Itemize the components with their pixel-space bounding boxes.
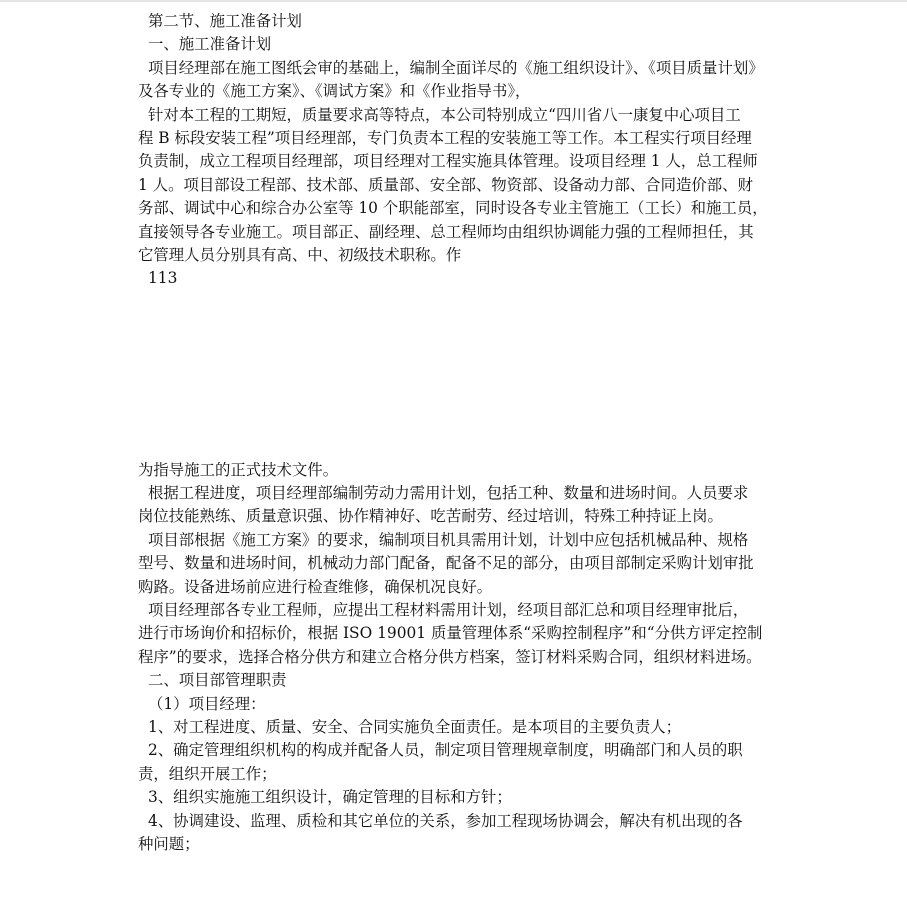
paragraph-line: 务部、调试中心和综合办公室等 10 个职能部室，同时设各专业主管施工（工长）和施工员，: [138, 199, 768, 218]
section-title: 第二节、施工准备计划: [148, 12, 302, 30]
paragraph-line: 针对本工程的工期短，质量要求高等特点，本公司特别成立“四川省八一康复中心项目工: [148, 105, 741, 124]
paragraph-line: 程序”的要求，选择合格分供方和建立合格分供方档案，签订材料采购合同，组织材料进场。: [138, 647, 762, 666]
paragraph-line: 直接领导各专业施工。项目部正、副经理、总工程师均由组织协调能力强的工程师担任，其: [138, 222, 754, 241]
paragraph-line: 型号、数量和进场时间，机械动力部门配备，配备不足的部分，由项目部制定采购计划审批: [138, 554, 754, 573]
paragraph-line: 项目经理部各专业工程师，应提出工程材料需用计划，经项目部汇总和项目经理审批后，: [148, 601, 749, 620]
subsection-heading: 一、施工准备计划: [148, 35, 272, 54]
duty-line: 3、组织实施施工组织设计，确定管理的目标和方针；: [148, 788, 512, 807]
page-number: 113: [148, 269, 178, 288]
paragraph-line: 及各专业的《施工方案》、《调试方案》和《作业指导书》，: [138, 82, 531, 101]
paragraph-line: 岗位技能熟练、质量意识强、协作精神好、吃苦耐劳、经过培训，特殊工种持证上岗。: [138, 507, 723, 526]
paragraph-line: 进行市场询价和招标价，根据 ISO 19001 质量管理体系“采购控制程序”和“分供方评定控制: [138, 624, 763, 643]
paragraph-line: 根据工程进度，项目经理部编制劳动力需用计划，包括工种、数量和进场时间。人员要求: [148, 484, 749, 503]
subsection-heading: 二、项目部管理职责: [148, 671, 287, 690]
top-border: [0, 0, 907, 2]
item-heading: （1）项目经理：: [148, 694, 266, 713]
duty-line: 责，组织开展工作；: [138, 764, 277, 783]
paragraph-line: 它管理人员分别具有高、中、初级技术职称。作: [138, 245, 462, 264]
paragraph-line: 程 B 标段安装工程”项目经理部，专门负责本工程的安装施工等工作。本工程实行项目经理: [138, 128, 752, 147]
paragraph-line: 1 人。项目部设工程部、技术部、质量部、安全部、物资部、设备动力部、合同造价部、财: [138, 175, 753, 194]
paragraph-line: 项目部根据《施工方案》的要求，编制项目机具需用计划，计划中应包括机械品种、规格: [148, 530, 749, 549]
paragraph-line: 负责制，成立工程项目经理部，项目经理对工程实施具体管理。设项目经理 1 人，总工程师: [138, 152, 758, 171]
duty-line: 种问题；: [138, 834, 200, 853]
paragraph-line: 项目经理部在施工图纸会审的基础上，编制全面详尽的《施工组织设计》、《项目质量计划》: [148, 58, 764, 77]
duty-line: 1、对工程进度、质量、安全、合同实施负全面责任。是本项目的主要负责人；: [148, 717, 682, 736]
document-body: [138, 10, 788, 856]
page-break-gap: [138, 291, 788, 459]
paragraph-line: 为指导施工的正式技术文件。: [138, 460, 339, 479]
paragraph-line: 购路。设备进场前应进行检查维修，确保机况良好。: [138, 577, 492, 596]
duty-line: 4、协调建设、监理、质检和其它单位的关系，参加工程现场协调会，解决有机出现的各: [148, 811, 743, 830]
duty-line: 2、确定管理组织机构的构成并配备人员，制定项目管理规章制度，明确部门和人员的职: [148, 741, 743, 760]
